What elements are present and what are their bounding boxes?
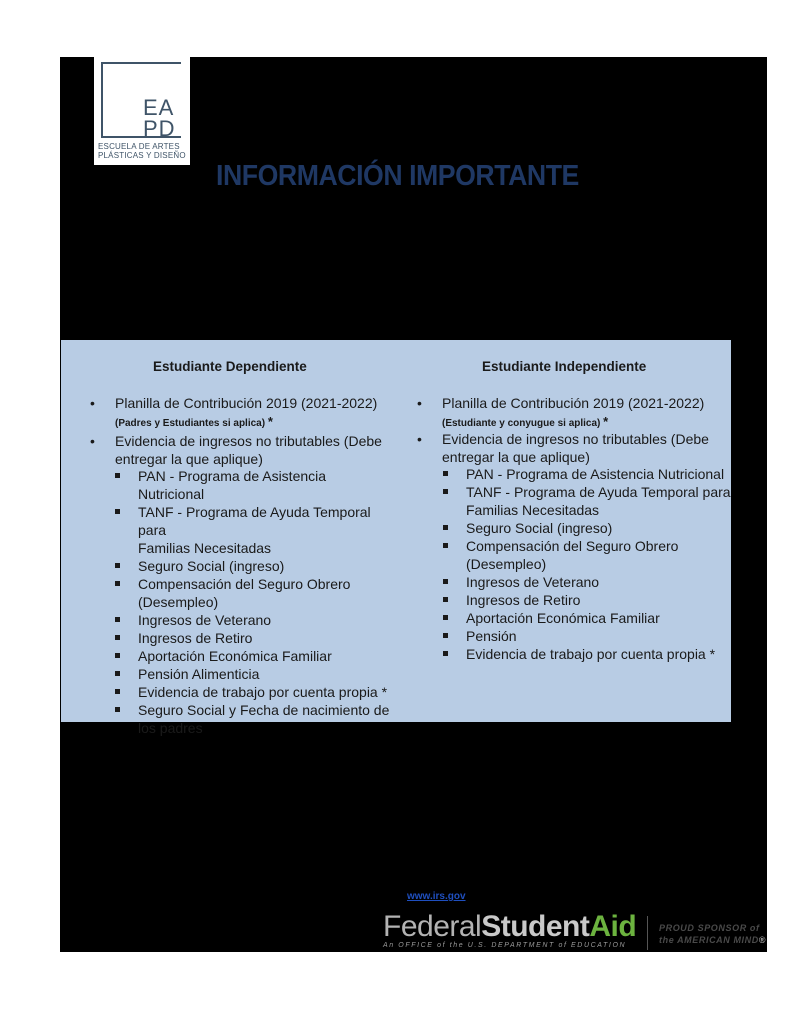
- square-bullet-icon: [443, 597, 448, 602]
- square-bullet-icon: [115, 581, 120, 586]
- list-item-text: Compensación del Seguro Obrero: [466, 538, 679, 554]
- list-item-text: Ingresos de Veterano: [138, 612, 272, 628]
- list-item-text: los padres: [138, 720, 203, 736]
- logo-sub-line1: ESCUELA DE ARTES: [98, 142, 180, 151]
- eapd-logo: [94, 57, 190, 165]
- dependent-subitems: [138, 467, 391, 737]
- federal-student-aid-logo: [383, 911, 636, 949]
- square-bullet-icon: [443, 615, 448, 620]
- list-item: [466, 645, 731, 663]
- dependent-item2-line2: entregar la que aplique): [115, 450, 263, 467]
- list-item: [138, 629, 391, 647]
- list-item: [466, 573, 731, 591]
- list-item-text: (Desempleo): [466, 556, 547, 572]
- list-item: [138, 467, 391, 503]
- square-bullet-icon: [443, 543, 448, 548]
- independent-item1-star: *: [603, 413, 609, 429]
- list-item-text: Seguro Social y Fecha de nacimiento de: [138, 702, 390, 718]
- dependent-item1-text: Planilla de Contribución 2019 (2021-2022): [115, 395, 378, 411]
- list-item: [466, 609, 731, 627]
- bullet-icon: •: [90, 395, 95, 411]
- list-item: [466, 591, 731, 609]
- dependent-item-tax-return: [90, 395, 378, 431]
- dependent-item1-note-text: (Padres y Estudiantes si aplica): [115, 417, 266, 429]
- list-item-text: Pensión: [466, 628, 517, 644]
- square-bullet-icon: [443, 489, 448, 494]
- list-item-text: Pensión Alimenticia: [138, 666, 260, 682]
- square-bullet-icon: [115, 563, 120, 568]
- logo-mark: [143, 95, 176, 141]
- independent-item2-line1: Evidencia de ingresos no tributables (Debe: [442, 431, 709, 447]
- independent-item1-note: [442, 414, 704, 431]
- list-item: [138, 701, 391, 719]
- sponsor-tagline: [659, 922, 766, 946]
- independent-subitems: [466, 465, 731, 663]
- list-item-text: TANF - Programa de Ayuda Temporal para: [466, 484, 731, 500]
- fsa-office-line: An OFFICE of the U.S. DEPARTMENT of EDUCATION: [383, 942, 627, 949]
- list-item: [466, 483, 731, 501]
- list-item: [466, 537, 731, 555]
- square-bullet-icon: [443, 633, 448, 638]
- sponsor-line1: PROUD SPONSOR of: [659, 923, 760, 933]
- square-bullet-icon: [115, 617, 120, 622]
- list-item-text: Ingresos de Veterano: [466, 574, 600, 590]
- list-item-text: Evidencia de trabajo por cuenta propia *: [138, 684, 388, 700]
- square-bullet-icon: [443, 471, 448, 476]
- sponsor-line2: the AMERICAN MIND: [659, 935, 759, 945]
- fsa-student: Student: [481, 910, 590, 943]
- independent-item-non-taxable: [417, 431, 709, 466]
- independent-item1-note-text: (Estudiante y conyugue si aplica): [442, 417, 601, 429]
- list-item-text: Ingresos de Retiro: [466, 592, 581, 608]
- logo-sub-line2: PLÁSTICAS Y DISEÑO: [98, 151, 186, 160]
- list-item-text: PAN - Programa de Asistencia Nutricional: [466, 466, 725, 482]
- list-item: [138, 665, 391, 683]
- fsa-wordmark: [383, 911, 636, 943]
- list-item-text: Aportación Económica Familiar: [466, 610, 660, 626]
- dependent-heading: Estudiante Dependiente: [153, 359, 307, 374]
- requirements-panel: [61, 340, 731, 736]
- footer-divider: [647, 916, 648, 950]
- independent-item2-line2: entregar la que aplique): [442, 448, 590, 465]
- list-item: [138, 683, 391, 701]
- list-item-text: Familias Necesitadas: [466, 502, 600, 518]
- list-item-text: (Desempleo): [138, 594, 219, 610]
- list-item-continued: [138, 719, 391, 737]
- independent-heading: Estudiante Independiente: [482, 359, 647, 374]
- list-item: [466, 465, 731, 483]
- independent-item1-text: Planilla de Contribución 2019 (2021-2022): [442, 395, 705, 411]
- bullet-icon: •: [417, 395, 422, 411]
- bullet-icon: •: [90, 433, 95, 449]
- list-item-text: Familias Necesitadas: [138, 540, 272, 556]
- square-bullet-icon: [115, 653, 120, 658]
- list-item-continued: [466, 555, 731, 573]
- square-bullet-icon: [443, 651, 448, 656]
- logo-line1: EA: [143, 95, 175, 120]
- list-item-text: PAN - Programa de Asistencia Nutricional: [138, 468, 327, 502]
- list-item-continued: [466, 501, 731, 519]
- registered-mark: ®: [758, 935, 767, 945]
- list-item: [466, 519, 731, 537]
- list-item-continued: [138, 539, 391, 557]
- fsa-aid: Aid: [589, 910, 637, 943]
- list-item: [466, 627, 731, 645]
- dependent-item1-star: *: [267, 413, 273, 429]
- sponsor-line2-wrap: [659, 934, 766, 946]
- dependent-item1-note: [115, 414, 377, 431]
- dependent-item2-line1: Evidencia de ingresos no tributables (Debe: [115, 433, 382, 449]
- square-bullet-icon: [115, 689, 120, 694]
- list-item-text: Ingresos de Retiro: [138, 630, 253, 646]
- list-item: [138, 557, 391, 575]
- square-bullet-icon: [443, 579, 448, 584]
- list-item-text: TANF - Programa de Ayuda Temporal para: [138, 504, 371, 538]
- square-bullet-icon: [115, 707, 120, 712]
- logo-subtitle: [98, 142, 186, 160]
- square-bullet-icon: [115, 671, 120, 676]
- logo-line2: PD: [143, 116, 176, 141]
- list-item: [138, 503, 391, 539]
- list-item-continued: [138, 593, 391, 611]
- square-bullet-icon: [443, 525, 448, 530]
- list-item: [138, 611, 391, 629]
- square-bullet-icon: [115, 509, 120, 514]
- list-item: [138, 647, 391, 665]
- dependent-item-non-taxable: [90, 433, 382, 468]
- bullet-icon: •: [417, 431, 422, 447]
- list-item: [138, 575, 391, 593]
- irs-link[interactable]: www.irs.gov: [407, 891, 466, 902]
- list-item-text: Compensación del Seguro Obrero: [138, 576, 351, 592]
- page-title: INFORMACIÓN IMPORTANTE: [216, 160, 579, 192]
- list-item-text: Seguro Social (ingreso): [138, 558, 285, 574]
- list-item-text: Seguro Social (ingreso): [466, 520, 613, 536]
- square-bullet-icon: [115, 635, 120, 640]
- square-bullet-icon: [115, 473, 120, 478]
- fsa-federal: Federal: [383, 910, 482, 943]
- list-item-text: Evidencia de trabajo por cuenta propia *: [466, 646, 716, 662]
- list-item-text: Aportación Económica Familiar: [138, 648, 332, 664]
- independent-item-tax-return: [417, 395, 705, 431]
